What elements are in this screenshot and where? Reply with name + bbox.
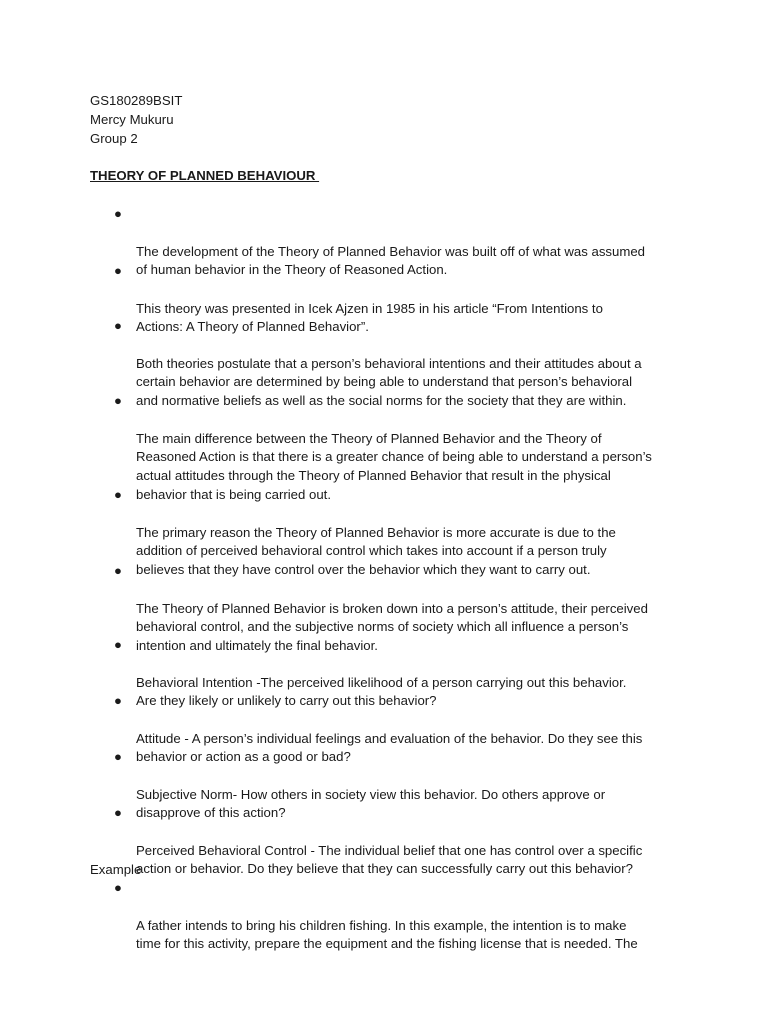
list-item-text: Behavioral Intention -The perceived likelihood of a person carrying out this behavior. Are they likely or unlikely to carry out this behavior? — [136, 674, 627, 709]
bullet-icon: ● — [114, 563, 122, 578]
bullet-icon: ● — [114, 637, 122, 652]
list-item-text: Attitude - A person’s individual feelings and evaluation of the behavior. Do they see this behavior or action as a good or bad? — [136, 730, 643, 765]
bullet-icon: ● — [114, 880, 122, 895]
example-heading: Example — [90, 862, 142, 877]
author-header — [90, 92, 182, 149]
student-id: GS180289BSIT — [90, 93, 183, 108]
list-item-text: Perceived Behavioral Control - The individual belief that one has control over a specific action or behavior. Do they believe that they can successfully carry out this behavior? — [136, 842, 643, 877]
list-item — [114, 879, 681, 954]
bullet-icon: ● — [114, 805, 122, 820]
group-label: Group 2 — [90, 131, 138, 146]
bullet-icon: ● — [114, 749, 122, 764]
list-item-text: Both theories postulate that a person’s behavioral intentions and their attitudes about a certain behavior are determined by being able to understand that person’s behavioral and normative beliefs as well as the social norms for the society that they are within. — [136, 355, 642, 409]
list-item-text: The primary reason the Theory of Planned Behavior is more accurate is due to the addition of perceived behavioral control which takes into account if a person truly believes that they have control over the behavior which they want to carry out. — [136, 524, 616, 578]
list-item-text: The development of the Theory of Planned Behavior was built off of what was assumed of human behavior in the Theory of Reasoned Action. — [136, 243, 645, 278]
author-name: Mercy Mukuru — [90, 112, 174, 127]
list-item-text: The main difference between the Theory of Planned Behavior and the Theory of Reasoned Action is that there is a greater chance of being able to understand a person’s actual attitudes through the Theory of Planned Behavior that result in the physical behavior that is being carried out. — [136, 430, 652, 502]
document-title: THEORY OF PLANNED BEHAVIOUR — [90, 168, 320, 183]
list-item-text: This theory was presented in Icek Ajzen in 1985 in his article “From Intentions to Actions: A Theory of Planned Behavior”. — [136, 300, 603, 335]
bullet-icon: ● — [114, 487, 122, 502]
bullet-icon: ● — [114, 393, 122, 408]
example-text: A father intends to bring his children fishing. In this example, the intention is to make time for this activity, prepare the equipment and the fishing license that is needed. The — [136, 917, 638, 952]
list-item-text: Subjective Norm- How others in society view this behavior. Do others approve or disapprove of this action? — [136, 786, 606, 821]
bullet-icon: ● — [114, 318, 122, 333]
list-item-text: The Theory of Planned Behavior is broken down into a person’s attitude, their perceived behavioral control, and the subjective norms of society which all influence a person’s intention and ultimately the final behavior. — [136, 600, 648, 654]
bullet-icon: ● — [114, 263, 122, 278]
bullet-icon: ● — [114, 206, 122, 221]
bullet-icon: ● — [114, 693, 122, 708]
